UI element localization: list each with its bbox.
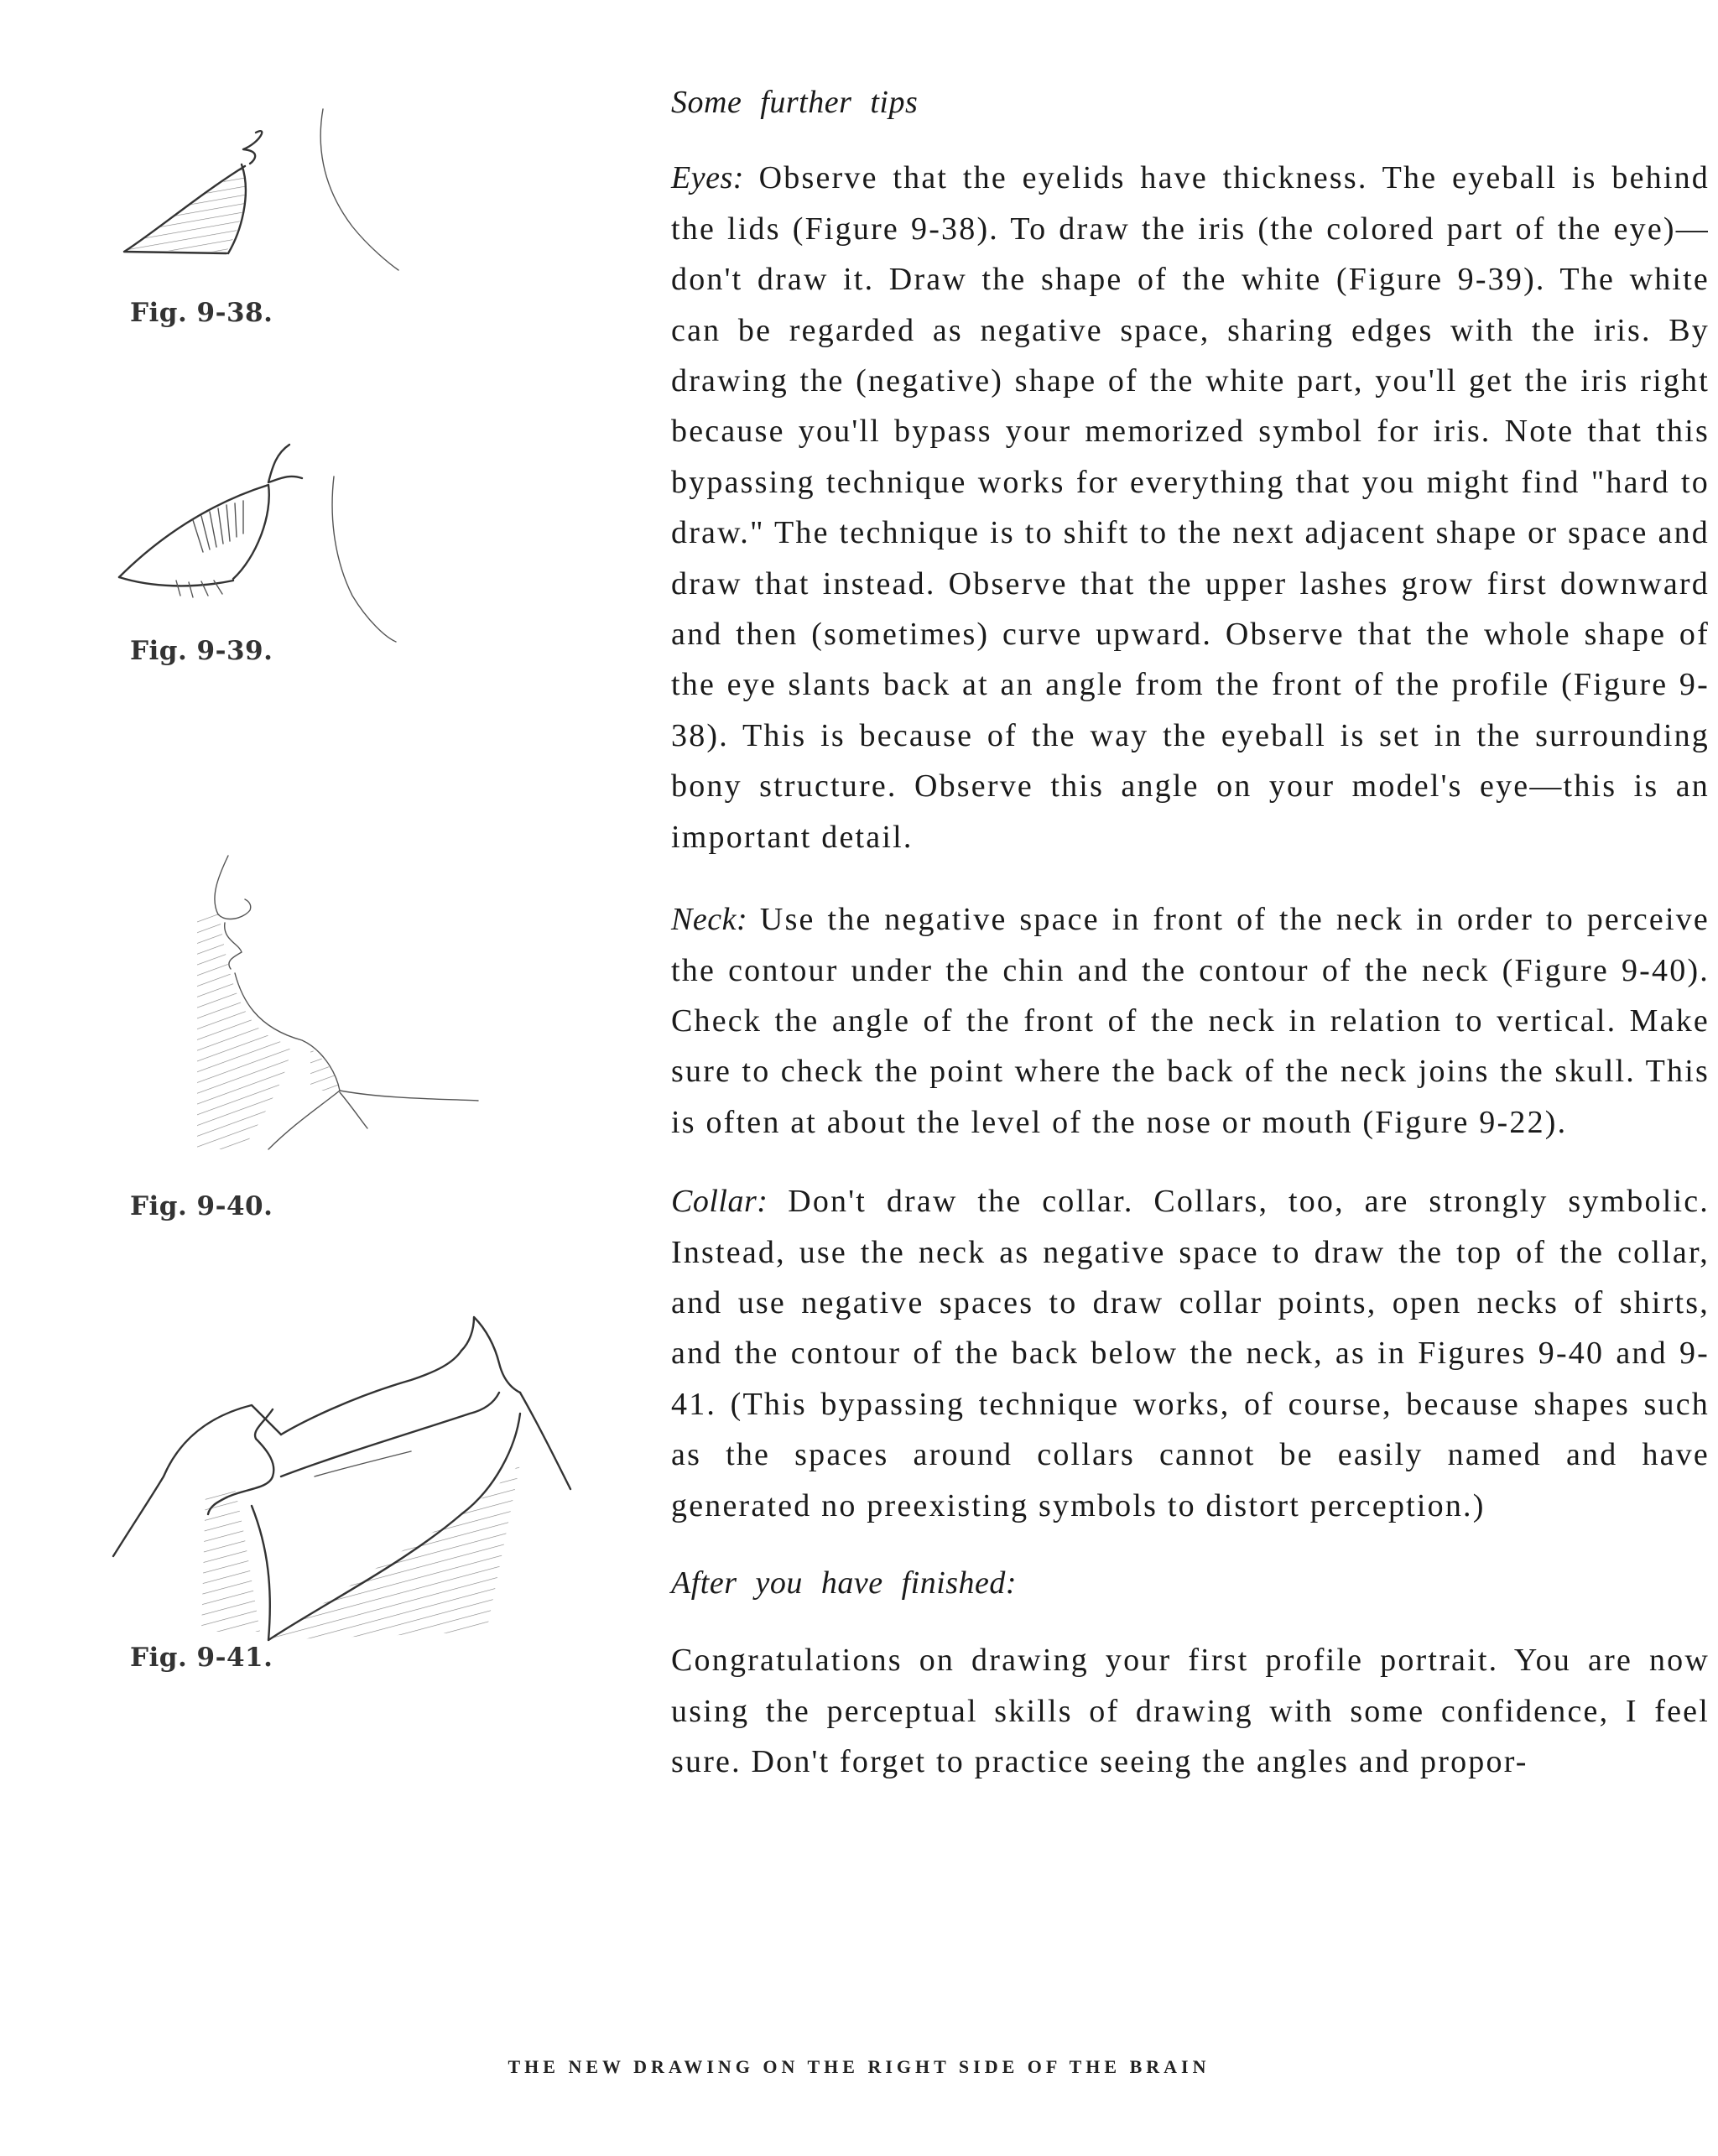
eyes-label: Eyes:	[671, 160, 744, 196]
paragraph-congratulations: Congratulations on drawing your first profile portrait. You are now using the perceptual skills of drawing with some confidence, I feel sure. Don't forget to practice seeing the angles and propor-	[671, 1643, 1710, 1780]
heading-after-finished: After you have finished:	[671, 1565, 1018, 1601]
neck-label: Neck:	[671, 902, 748, 938]
paragraph-eyes	[671, 153, 1710, 862]
page-footer-book-title: THE NEW DRAWING ON THE RIGHT SIDE OF THE BRAIN	[508, 2056, 1210, 2077]
figure-9-39-caption: Fig. 9-39.	[130, 636, 273, 666]
figure-9-38-illustration	[101, 92, 638, 285]
figure-9-41-illustration	[101, 1246, 638, 1648]
paragraph-collar	[671, 1176, 1710, 1531]
neck-text: Use the negative space in front of the neck in order to perceive the contour under the chin and the contour of the neck (Figure 9-40). Check the angle of the front of the neck in relation to vertical. Make sure to check the point where the back of the neck joins the skull. This is often at about the level of the nose or mouth (Figure 9-22).	[671, 902, 1710, 1140]
collar-text: Don't draw the collar. Collars, too, are strongly symbolic. Instead, use the neck as negative space to draw the top of the collar, and use negative spaces to draw collar points, open necks of shirts, and the contour of the back below the neck, as in Figures 9-40 and 9-41. (This bypassing technique works, of course, because shapes such as the spaces around collars cannot be easily named and have generated no preexisting symbols to distort perception.)	[671, 1184, 1710, 1523]
figure-9-40-illustration	[101, 839, 638, 1174]
collar-label: Collar:	[671, 1184, 768, 1220]
paragraph-neck	[671, 894, 1710, 1148]
eyes-text: Observe that the eyelids have thickness. The eyeball is behind the lids (Figure 9-38). To draw the iris (the colored part of the eye)—don't draw it. Draw the shape of the white (Figure 9-39). The white can be regarded as negative space, sharing edges with the iris. By drawing the (negative) shape of the white part, you'll get the iris right because you'll bypass your memorized symbol for iris. Note that this bypassing technique works for everything that you might find "hard to draw." The technique is to shift to the next adjacent shape or space and draw that instead. Observe that the upper lashes grow first downward and then (sometimes) curve upward. Observe that the whole shape of the eye slants back at an angle from the front of the profile (Figure 9-38). This is because of the way the eyeball is set in the surrounding bony structure. Observe this angle on your model's eye—this is an important detail.	[671, 160, 1710, 855]
figure-9-39-illustration	[101, 436, 638, 646]
figure-9-40-caption: Fig. 9-40.	[130, 1191, 273, 1221]
body-text-column	[671, 77, 1710, 1788]
figure-9-38-caption: Fig. 9-38.	[130, 298, 273, 328]
figure-9-41-caption: Fig. 9-41.	[130, 1643, 273, 1673]
heading-further-tips: Some further tips	[671, 85, 919, 120]
